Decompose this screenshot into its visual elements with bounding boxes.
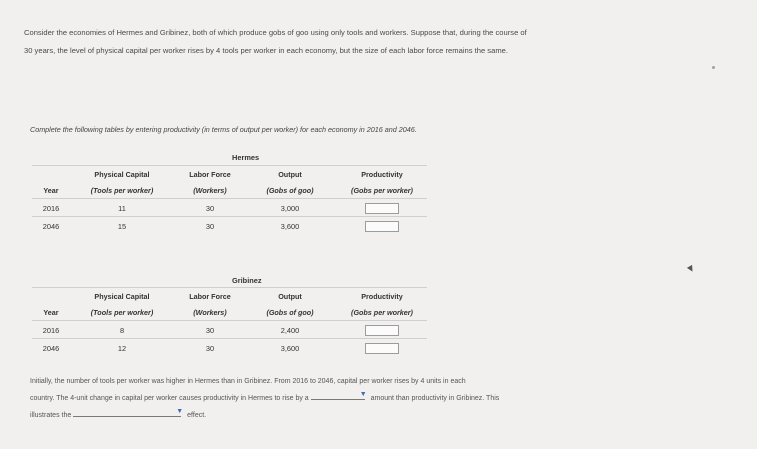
- labor-cell: 30: [205, 344, 215, 353]
- bottom-line-3a: illustrates the: [30, 412, 72, 419]
- divider: [32, 320, 427, 321]
- header-capital-unit: (Tools per worker): [90, 308, 154, 317]
- divider: [32, 287, 427, 288]
- productivity-input-gribinez-2016[interactable]: [365, 325, 399, 336]
- decorative-dot: [712, 66, 715, 69]
- chevron-down-icon: ▼: [359, 391, 367, 398]
- divider: [32, 338, 427, 339]
- labor-cell: 30: [205, 222, 215, 231]
- header-productivity-unit: (Gobs per worker): [351, 186, 413, 195]
- header-labor-unit: (Workers): [193, 186, 227, 195]
- productivity-input-hermes-2016[interactable]: [365, 203, 399, 214]
- header-capital: Physical Capital: [94, 170, 150, 179]
- year-cell: 2016: [42, 204, 60, 213]
- header-output-unit: (Gobs of goo): [266, 186, 314, 195]
- divider: [32, 165, 427, 166]
- header-output-unit: (Gobs of goo): [266, 308, 314, 317]
- output-cell: 3,000: [280, 204, 300, 213]
- productivity-input-hermes-2046[interactable]: [365, 221, 399, 232]
- intro-text: [24, 24, 724, 60]
- capital-cell: 15: [117, 222, 127, 231]
- output-cell: 3,600: [280, 344, 300, 353]
- capital-cell: 11: [118, 204, 126, 213]
- instruction-text: Complete the following tables by entering productivity (in terms of output per worker) for each economy in 2016 and 2046.: [30, 125, 417, 134]
- bottom-line-1: Initially, the number of tools per worker was higher in Hermes than in Gribinez. From 2016 to 2046, capital per worker rises by 4 units in each: [30, 378, 466, 385]
- header-labor-unit: (Workers): [193, 308, 227, 317]
- hermes-title: Hermes: [232, 153, 260, 162]
- header-year: Year: [43, 186, 59, 195]
- effect-dropdown[interactable]: [73, 407, 184, 417]
- header-labor: Labor Force: [189, 292, 231, 301]
- header-labor: Labor Force: [189, 170, 231, 179]
- header-year: Year: [43, 308, 59, 317]
- year-cell: 2046: [42, 222, 60, 231]
- labor-cell: 30: [205, 326, 215, 335]
- header-productivity: Productivity: [361, 292, 403, 301]
- labor-cell: 30: [205, 204, 215, 213]
- header-output: Output: [278, 292, 302, 301]
- intro-line-1: Consider the economies of Hermes and Gribinez, both of which produce gobs of goo using only tools and workers. Suppose that, during the course of: [24, 28, 527, 37]
- bottom-line-2b: amount than productivity in Gribinez. This: [370, 395, 500, 402]
- bottom-line-2a: country. The 4-unit change in capital per worker causes productivity in Hermes to rise by a: [30, 395, 309, 402]
- header-output: Output: [278, 170, 302, 179]
- chevron-down-icon: ▼: [176, 408, 184, 415]
- gribinez-title: Gribinez: [232, 276, 262, 285]
- header-capital: Physical Capital: [94, 292, 150, 301]
- divider: [32, 198, 427, 199]
- mouse-cursor-icon: [687, 265, 695, 273]
- header-productivity: Productivity: [361, 170, 403, 179]
- intro-line-2: 30 years, the level of physical capital per worker rises by 4 tools per worker in each economy, but the size of each labor force remains the same.: [24, 46, 508, 55]
- bottom-line-3b: effect.: [187, 412, 207, 419]
- rate-dropdown[interactable]: [311, 390, 365, 400]
- year-cell: 2046: [42, 344, 60, 353]
- header-productivity-unit: (Gobs per worker): [351, 308, 413, 317]
- capital-cell: 8: [119, 326, 125, 335]
- output-cell: 2,400: [280, 326, 300, 335]
- productivity-input-gribinez-2046[interactable]: [365, 343, 399, 354]
- output-cell: 3,600: [280, 222, 300, 231]
- year-cell: 2016: [42, 326, 60, 335]
- capital-cell: 12: [117, 344, 127, 353]
- header-capital-unit: (Tools per worker): [90, 186, 154, 195]
- question-text: [30, 374, 730, 424]
- divider: [32, 216, 427, 217]
